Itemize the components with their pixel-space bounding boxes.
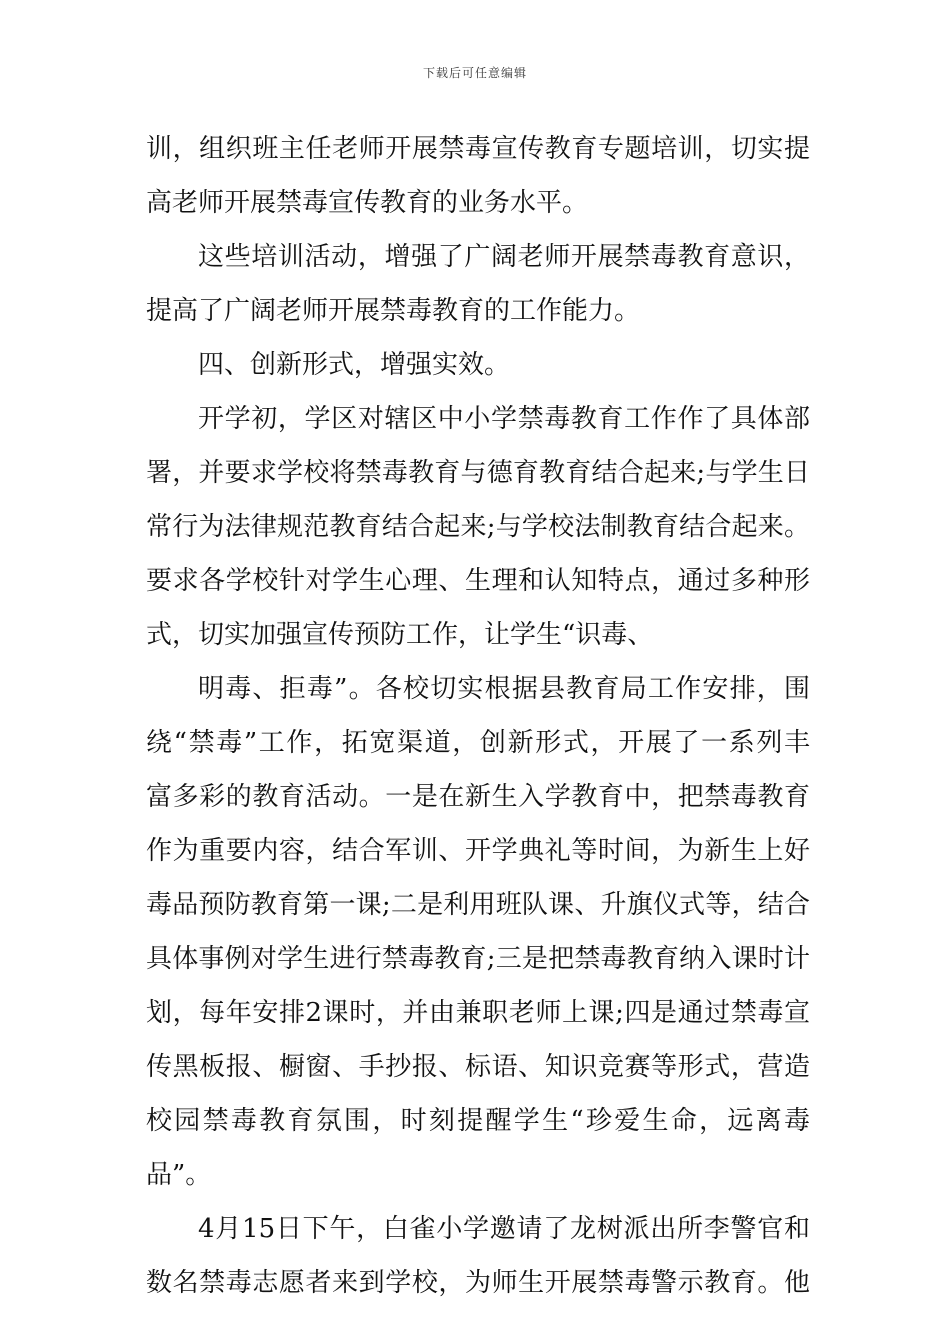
text-line: 品”。 [146, 1160, 212, 1190]
text-line: 四、创新形式，增强实效。 [198, 350, 511, 380]
text-line: 式，切实加强宣传预防工作，让学生“识毒、 [146, 620, 654, 650]
text-line: 校园禁毒教育氛围，时刻提醒学生“珍爱生命，远离毒 [146, 1106, 810, 1136]
text-line: 开学初，学区对辖区中小学禁毒教育工作作了具体部 [198, 404, 810, 434]
text-line: 传黑板报、橱窗、手抄报、标语、知识竞赛等形式，营造 [146, 1052, 810, 1082]
text-line: 高老师开展禁毒宣传教育的业务水平。 [146, 188, 589, 218]
text-line: 训，组织班主任老师开展禁毒宣传教育专题培训，切实提 [146, 134, 810, 164]
document-body [146, 122, 810, 1310]
text-line: 划，每年安排2课时，并由兼职老师上课;四是通过禁毒宣 [146, 998, 810, 1028]
text-line: 绕“禁毒”工作，拓宽渠道，创新形式，开展了一系列丰 [146, 728, 810, 758]
text-line: 作为重要内容，结合军训、开学典礼等时间，为新生上好 [146, 836, 810, 866]
page-header: 下载后可任意编辑 [422, 66, 527, 80]
text-line: 毒品预防教育第一课;二是利用班队课、升旗仪式等，结合 [146, 890, 810, 920]
text-line: 4月15日下午，白雀小学邀请了龙树派出所李警官和 [198, 1214, 810, 1244]
text-line: 具体事例对学生进行禁毒教育;三是把禁毒教育纳入课时计 [146, 944, 810, 974]
text-line: 数名禁毒志愿者来到学校，为师生开展禁毒警示教育。他 [146, 1268, 810, 1298]
text-line: 这些培训活动，增强了广阔老师开展禁毒教育意识， [198, 242, 810, 272]
text-line: 要求各学校针对学生心理、生理和认知特点，通过多种形 [146, 566, 810, 596]
text-line: 署，并要求学校将禁毒教育与德育教育结合起来;与学生日 [146, 458, 810, 488]
text-line: 常行为法律规范教育结合起来;与学校法制教育结合起来。 [146, 512, 810, 542]
text-line: 富多彩的教育活动。一是在新生入学教育中，把禁毒教育 [146, 782, 810, 812]
text-line: 提高了广阔老师开展禁毒教育的工作能力。 [146, 296, 641, 326]
text-line: 明毒、拒毒”。各校切实根据县教育局工作安排，围 [198, 674, 810, 704]
